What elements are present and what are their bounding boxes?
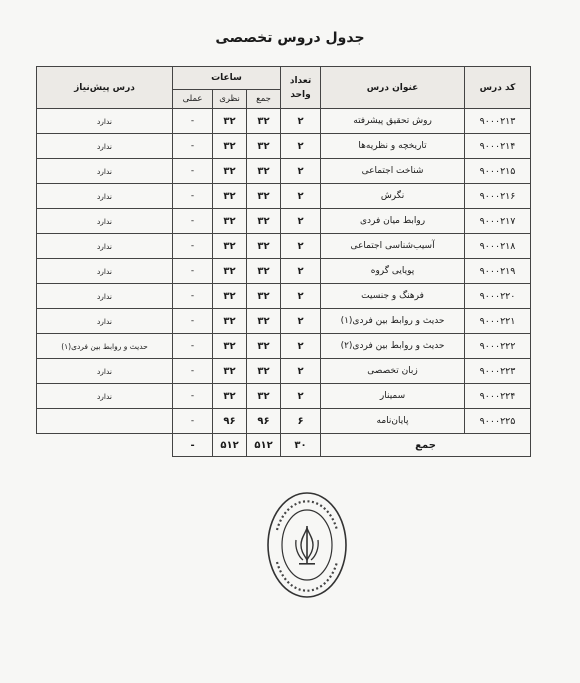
course-hours-practical: - bbox=[173, 159, 213, 184]
course-hours-theory: ۳۲ bbox=[213, 134, 247, 159]
ministry-seal bbox=[265, 490, 349, 600]
course-code: ۹۰۰۰۲۲۵ bbox=[465, 409, 531, 434]
course-hours-theory: ۳۲ bbox=[213, 159, 247, 184]
course-title: سمینار bbox=[321, 384, 465, 409]
table-row bbox=[37, 134, 531, 159]
course-hours-practical: - bbox=[173, 209, 213, 234]
course-prerequisite: ندارد bbox=[37, 384, 173, 409]
course-code: ۹۰۰۰۲۱۵ bbox=[465, 159, 531, 184]
table-row bbox=[37, 359, 531, 384]
course-prerequisite: ندارد bbox=[37, 184, 173, 209]
course-hours-practical: - bbox=[173, 234, 213, 259]
course-hours-theory: ۳۲ bbox=[213, 384, 247, 409]
course-units: ۶ bbox=[281, 409, 321, 434]
course-prerequisite: ندارد bbox=[37, 309, 173, 334]
course-prerequisite: ندارد bbox=[37, 359, 173, 384]
total-units: ۳۰ bbox=[281, 434, 321, 457]
course-prerequisite: ندارد bbox=[37, 259, 173, 284]
course-prerequisite: ندارد bbox=[37, 109, 173, 134]
course-units: ۲ bbox=[281, 184, 321, 209]
total-hours-practical: - bbox=[173, 434, 213, 457]
course-hours-total: ۳۲ bbox=[247, 159, 281, 184]
course-units: ۲ bbox=[281, 109, 321, 134]
course-title: حدیث و روابط بین فردی(۱) bbox=[321, 309, 465, 334]
course-code: ۹۰۰۰۲۱۶ bbox=[465, 184, 531, 209]
emblem-icon bbox=[296, 526, 318, 565]
course-hours-total: ۳۲ bbox=[247, 259, 281, 284]
course-units: ۲ bbox=[281, 334, 321, 359]
total-hours-theory: ۵۱۲ bbox=[213, 434, 247, 457]
course-code: ۹۰۰۰۲۲۱ bbox=[465, 309, 531, 334]
total-row bbox=[37, 434, 531, 457]
course-hours-theory: ۳۲ bbox=[213, 309, 247, 334]
course-prerequisite: ندارد bbox=[37, 284, 173, 309]
course-title: تاریخچه و نظریه‌ها bbox=[321, 134, 465, 159]
course-hours-total: ۳۲ bbox=[247, 309, 281, 334]
course-rows bbox=[37, 109, 531, 434]
course-hours-theory: ۳۲ bbox=[213, 259, 247, 284]
course-title: نگرش bbox=[321, 184, 465, 209]
course-prerequisite: حدیث و روابط بین فردی(۱) bbox=[37, 334, 173, 359]
course-hours-practical: - bbox=[173, 384, 213, 409]
course-prerequisite: ندارد bbox=[37, 234, 173, 259]
course-units: ۲ bbox=[281, 159, 321, 184]
course-hours-practical: - bbox=[173, 109, 213, 134]
course-title: روابط میان فردی bbox=[321, 209, 465, 234]
course-units: ۲ bbox=[281, 384, 321, 409]
table-row bbox=[37, 259, 531, 284]
table-row bbox=[37, 284, 531, 309]
course-hours-total: ۳۲ bbox=[247, 359, 281, 384]
course-title: زبان تخصصی bbox=[321, 359, 465, 384]
table-row bbox=[37, 109, 531, 134]
course-code: ۹۰۰۰۲۱۹ bbox=[465, 259, 531, 284]
course-hours-theory: ۳۲ bbox=[213, 109, 247, 134]
course-code: ۹۰۰۰۲۲۳ bbox=[465, 359, 531, 384]
table-row bbox=[37, 159, 531, 184]
header-hours-theory: نظری bbox=[213, 90, 247, 109]
course-hours-practical: - bbox=[173, 184, 213, 209]
course-code: ۹۰۰۰۲۱۸ bbox=[465, 234, 531, 259]
course-code: ۹۰۰۰۲۱۳ bbox=[465, 109, 531, 134]
table-row bbox=[37, 409, 531, 434]
course-hours-theory: ۳۲ bbox=[213, 334, 247, 359]
total-prereq-empty bbox=[37, 434, 173, 457]
course-hours-total: ۳۲ bbox=[247, 334, 281, 359]
course-hours-total: ۹۶ bbox=[247, 409, 281, 434]
course-units: ۲ bbox=[281, 359, 321, 384]
course-hours-total: ۳۲ bbox=[247, 184, 281, 209]
header-hours: ساعات bbox=[173, 67, 281, 90]
course-title: روش تحقیق پیشرفته bbox=[321, 109, 465, 134]
course-code: ۹۰۰۰۲۲۲ bbox=[465, 334, 531, 359]
course-title: حدیث و روابط بین فردی(۲) bbox=[321, 334, 465, 359]
course-title: پایان‌نامه bbox=[321, 409, 465, 434]
course-hours-total: ۳۲ bbox=[247, 384, 281, 409]
course-hours-practical: - bbox=[173, 259, 213, 284]
course-prerequisite: ندارد bbox=[37, 209, 173, 234]
course-hours-theory: ۳۲ bbox=[213, 359, 247, 384]
course-code: ۹۰۰۰۲۱۴ bbox=[465, 134, 531, 159]
course-units: ۲ bbox=[281, 134, 321, 159]
course-prerequisite bbox=[37, 409, 173, 434]
total-label: جمع bbox=[321, 434, 531, 457]
header-units: تعداد واحد bbox=[281, 67, 321, 109]
table-row bbox=[37, 209, 531, 234]
course-code: ۹۰۰۰۲۲۴ bbox=[465, 384, 531, 409]
course-prerequisite: ندارد bbox=[37, 134, 173, 159]
course-hours-theory: ۳۲ bbox=[213, 209, 247, 234]
course-units: ۲ bbox=[281, 209, 321, 234]
header-hours-total: جمع bbox=[247, 90, 281, 109]
page-title: جدول دروس تخصصی bbox=[215, 30, 365, 46]
course-hours-practical: - bbox=[173, 134, 213, 159]
header-code: کد درس bbox=[465, 67, 531, 109]
course-units: ۲ bbox=[281, 259, 321, 284]
course-hours-total: ۳۲ bbox=[247, 134, 281, 159]
course-title: فرهنگ و جنسیت bbox=[321, 284, 465, 309]
course-code: ۹۰۰۰۲۱۷ bbox=[465, 209, 531, 234]
table-row bbox=[37, 184, 531, 209]
course-hours-total: ۳۲ bbox=[247, 284, 281, 309]
course-hours-theory: ۳۲ bbox=[213, 234, 247, 259]
course-units: ۲ bbox=[281, 234, 321, 259]
table-row bbox=[37, 234, 531, 259]
course-title: آسیب‌شناسی اجتماعی bbox=[321, 234, 465, 259]
course-hours-practical: - bbox=[173, 284, 213, 309]
table-header-row bbox=[37, 67, 531, 90]
course-hours-theory: ۳۲ bbox=[213, 284, 247, 309]
course-prerequisite: ندارد bbox=[37, 159, 173, 184]
course-hours-theory: ۹۶ bbox=[213, 409, 247, 434]
courses-table bbox=[36, 66, 531, 457]
header-title: عنوان درس bbox=[321, 67, 465, 109]
course-title: پویایی گروه bbox=[321, 259, 465, 284]
course-hours-total: ۳۲ bbox=[247, 234, 281, 259]
course-hours-practical: - bbox=[173, 409, 213, 434]
course-hours-total: ۳۲ bbox=[247, 209, 281, 234]
course-hours-theory: ۳۲ bbox=[213, 184, 247, 209]
header-prerequisite: درس پیش‌نیاز bbox=[37, 67, 173, 109]
table-row bbox=[37, 384, 531, 409]
course-hours-practical: - bbox=[173, 309, 213, 334]
course-hours-practical: - bbox=[173, 334, 213, 359]
table-row bbox=[37, 309, 531, 334]
course-title: شناخت اجتماعی bbox=[321, 159, 465, 184]
course-units: ۲ bbox=[281, 284, 321, 309]
table-row bbox=[37, 334, 531, 359]
course-units: ۲ bbox=[281, 309, 321, 334]
course-code: ۹۰۰۰۲۲۰ bbox=[465, 284, 531, 309]
course-hours-total: ۳۲ bbox=[247, 109, 281, 134]
total-hours-total: ۵۱۲ bbox=[247, 434, 281, 457]
header-hours-practical: عملی bbox=[173, 90, 213, 109]
course-hours-practical: - bbox=[173, 359, 213, 384]
